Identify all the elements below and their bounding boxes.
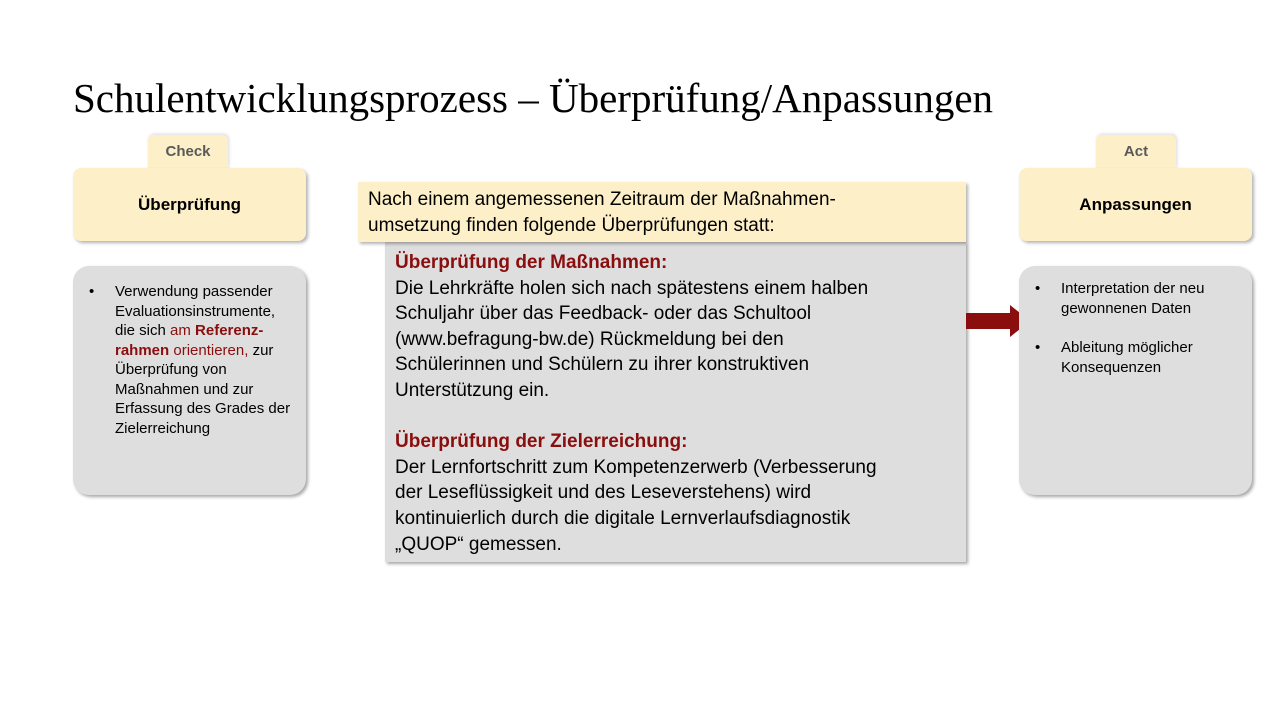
text-line: der Leseflüssigkeit und des Leseverstehens) wird	[395, 482, 812, 504]
check-tab: Check	[148, 135, 228, 169]
text-line: Schülerinnen und Schülern zu ihrer konstruktiven	[395, 354, 810, 376]
slide-title: Schulentwicklungsprozess – Überprüfung/Anpassungen	[73, 75, 994, 121]
intro-line: Nach einem angemessenen Zeitraum der Maßnahmen-	[368, 189, 836, 210]
act-bullet: • Interpretation der neu gewonnenen Daten	[1019, 279, 1238, 318]
text-line: Die Lehrkräfte holen sich nach spätestens einem halben	[395, 277, 869, 299]
text-line: (www.befragung-bw.de) Rückmeldung bei den	[395, 328, 784, 350]
check-heading: Überprüfung	[138, 194, 241, 214]
check-card	[73, 266, 306, 495]
check-bullet-highlight: orientieren,	[169, 341, 249, 359]
check-bullet-text: zur Überprüfung von Maßnahmen und zur Erfassung des Grades der Zielerreichung	[115, 341, 291, 437]
text-line: Der Lernfortschritt zum Kompetenzerwerb (Verbesserung	[395, 456, 877, 478]
check-heading-box	[73, 168, 306, 241]
check-bullet-highlight: am	[170, 322, 196, 339]
text-line: Schuljahr über das Feedback- oder das Schultool	[395, 303, 812, 325]
intro-box	[358, 182, 966, 242]
act-heading-box	[1019, 168, 1252, 241]
section-heading-goals: Überprüfung der Zielerreichung:	[395, 431, 688, 453]
act-heading: Anpassungen	[1079, 194, 1192, 214]
text-line: „QUOP“ gemessen.	[395, 533, 562, 555]
bullet-spacer	[1019, 318, 1238, 338]
details-box	[385, 242, 966, 562]
section-spacer	[395, 404, 956, 430]
check-bullet-highlight-bold: Referenz-rahmen	[115, 322, 264, 359]
intro-line: umsetzung finden folgende Überprüfungen statt:	[368, 214, 775, 236]
check-bullet	[73, 282, 292, 438]
act-card	[1019, 266, 1252, 495]
section-heading-measures: Überprüfung der Maßnahmen:	[395, 252, 668, 273]
text-line: Unterstützung ein.	[395, 379, 550, 401]
text-line: kontinuierlich durch die digitale Lernverlaufsdiagnostik	[395, 507, 851, 529]
act-bullet: • Ableitung möglicher Konsequenzen	[1019, 338, 1238, 377]
act-tab: Act	[1096, 135, 1176, 169]
check-bullet-text: Verwendung passender Evaluationsinstrumente, die sich	[115, 283, 276, 339]
